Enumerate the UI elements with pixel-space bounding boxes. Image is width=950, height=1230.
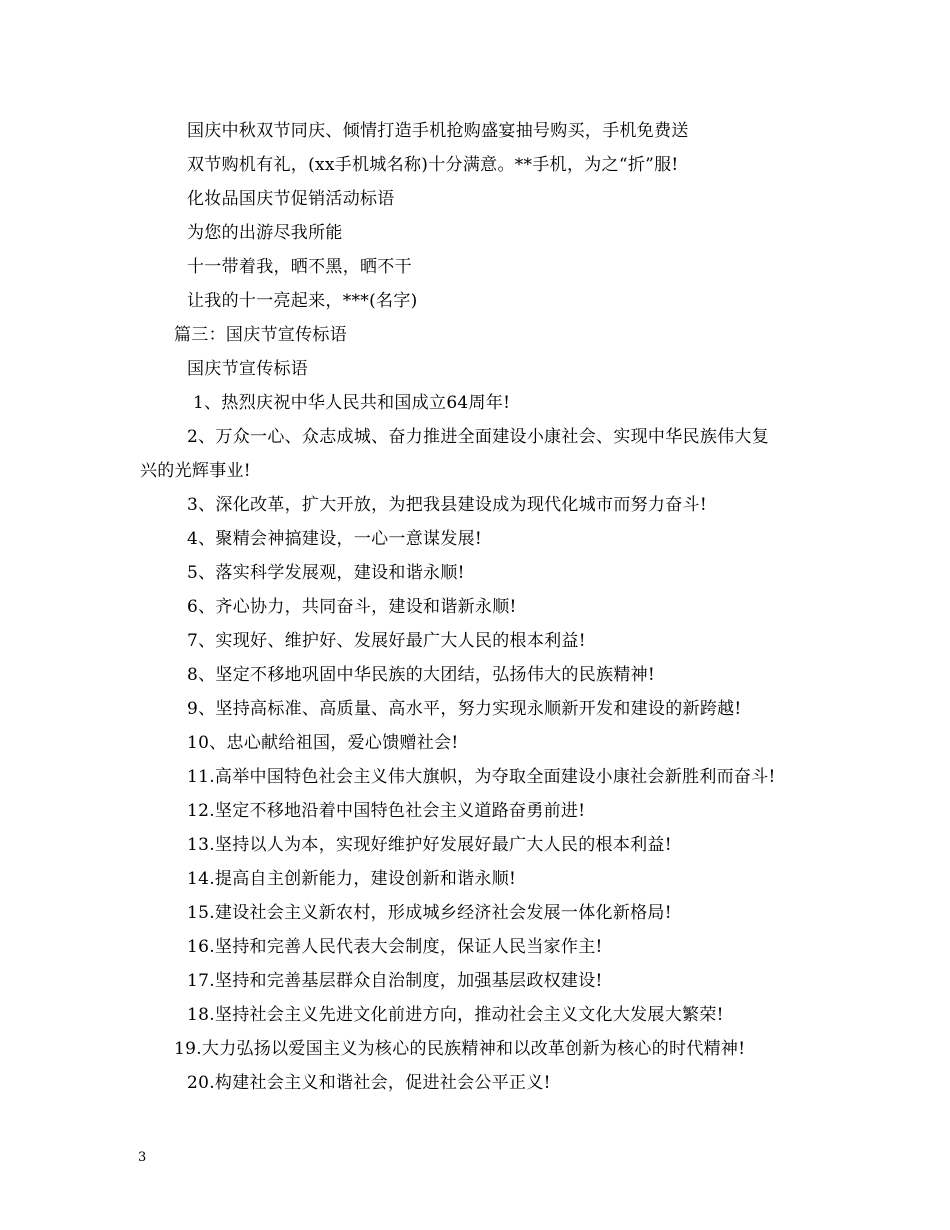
text-line: 为您的出游尽我所能 — [187, 223, 343, 243]
list-item: 8、坚定不移地巩固中华民族的大团结，弘扬伟大的民族精神! — [187, 665, 656, 685]
list-item: 11.高举中国特色社会主义伟大旗帜，为夺取全面建设小康社会新胜利而奋斗! — [187, 767, 776, 787]
list-item: 10、忠心献给祖国，爱心馈赠社会! — [187, 733, 459, 753]
text-line: 让我的十一亮起来，***(名字) — [187, 291, 418, 311]
text-line: 化妆品国庆节促销活动标语 — [187, 189, 395, 209]
list-item-continuation: 兴的光辉事业! — [140, 461, 251, 481]
page-number: 3 — [138, 1150, 147, 1165]
text-line: 十一带着我，晒不黑，晒不干 — [187, 257, 412, 277]
list-item: 18.坚持社会主义先进文化前进方向，推动社会主义文化大发展大繁荣! — [187, 1005, 724, 1025]
list-item: 14.提高自主创新能力，建设创新和谐永顺! — [187, 869, 517, 889]
list-item: 6、齐心协力，共同奋斗，建设和谐新永顺! — [187, 597, 517, 617]
text-line: 国庆中秋双节同庆、倾情打造手机抢购盛宴抽号购买，手机免费送 — [187, 121, 689, 141]
list-item: 4、聚精会神搞建设，一心一意谋发展! — [187, 529, 483, 549]
list-item: 15.建设社会主义新农村，形成城乡经济社会发展一体化新格局! — [187, 903, 672, 923]
section-title: 国庆节宣传标语 — [187, 359, 309, 379]
list-item: 2、万众一心、众志成城、奋力推进全面建设小康社会、实现中华民族伟大复 — [187, 427, 770, 447]
list-item: 1、热烈庆祝中华人民共和国成立64周年! — [193, 393, 511, 413]
text-line: 双节购机有礼，(xx手机城名称)十分满意。**手机，为之“折”服! — [187, 155, 679, 175]
list-item: 7、实现好、维护好、发展好最广大人民的根本利益! — [187, 631, 586, 651]
list-item: 5、落实科学发展观，建设和谐永顺! — [187, 563, 465, 583]
list-item: 20.构建社会主义和谐社会，促进社会公平正义! — [187, 1073, 551, 1093]
list-item: 9、坚持高标准、高质量、高水平，努力实现永顺新开发和建设的新跨越! — [187, 699, 742, 719]
list-item: 3、深化改革，扩大开放，为把我县建设成为现代化城市而努力奋斗! — [187, 495, 707, 515]
list-item: 19.大力弘扬以爱国主义为核心的民族精神和以改革创新为核心的时代精神! — [174, 1039, 746, 1059]
section-heading: 篇三：国庆节宣传标语 — [174, 325, 347, 345]
list-item: 12.坚定不移地沿着中国特色社会主义道路奋勇前进! — [187, 801, 586, 821]
list-item: 13.坚持以人为本，实现好维护好发展好最广大人民的根本利益! — [187, 835, 672, 855]
list-item: 16.坚持和完善人民代表大会制度，保证人民当家作主! — [187, 937, 603, 957]
list-item: 17.坚持和完善基层群众自治制度，加强基层政权建设! — [187, 971, 603, 991]
